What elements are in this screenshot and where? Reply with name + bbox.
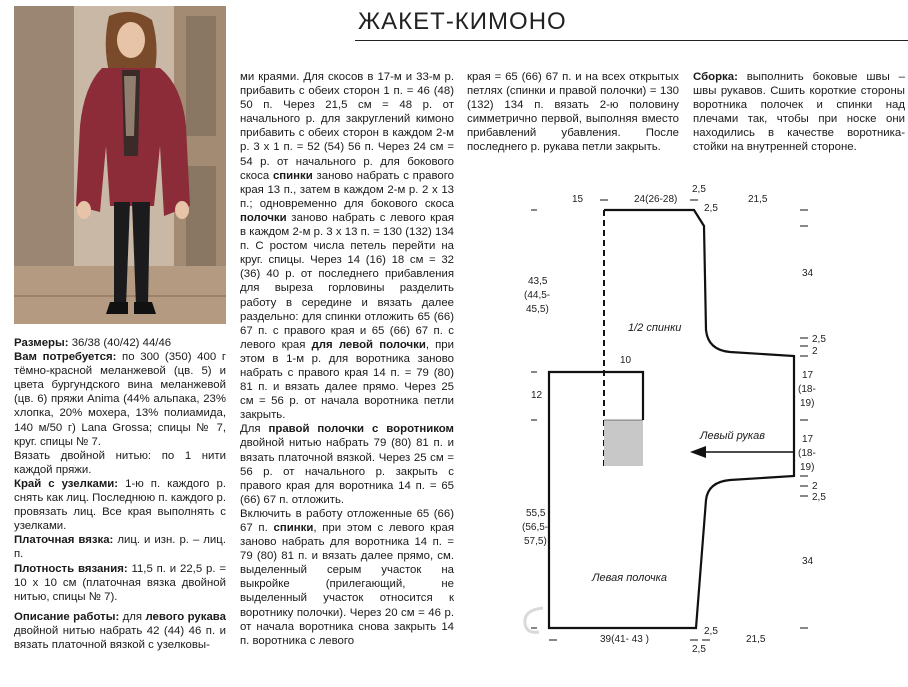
dim-right-2a: 2 [812, 346, 818, 357]
dim-right-25b: 2,5 [812, 492, 826, 503]
sleeve-label: Левый рукав [700, 430, 765, 442]
col2-p3-text-a: Включить в работу отложенные 65 (66) 67 п. [240, 507, 454, 534]
decorative-swirl [513, 600, 553, 640]
dim-left-435: 43,5 [528, 276, 548, 287]
dim-right-34b: 34 [802, 556, 814, 567]
dim-left-12: 12 [531, 390, 543, 401]
dim-top-15: 15 [572, 194, 584, 205]
work-value: для [119, 610, 146, 623]
back-label: 1/2 спинки [628, 322, 682, 334]
sizes-label: Размеры: [14, 337, 69, 349]
dim-right-17b: 17 [802, 434, 814, 445]
dim-top-25b: 2,5 [704, 203, 718, 214]
assembly-value: выполнить боковые швы – швы рукавов. Сшить короткие стороны воротника полочек и спинки над плечами так, чтобы при носке они находились в качестве воротника-стойки на внутренней стороне. [693, 71, 905, 154]
col2-bold-front: полочки [240, 211, 287, 224]
double-thread-paragraph: Вязать двойной нитью: по 1 нити каждой пряжи. [14, 449, 226, 476]
dim-right-19a: 19) [800, 398, 815, 409]
page-title: ЖАКЕТ-КИМОНО [358, 8, 567, 35]
dim-top-25a: 2,5 [692, 184, 706, 195]
dim-left-565: (56,5- [522, 522, 549, 533]
dim-left-445: (44,5- [524, 290, 551, 301]
dim-top-24: 24(26-28) [634, 194, 678, 205]
materials-label: Вам потребуется: [14, 351, 117, 364]
col2-bold-back: спинки [272, 169, 313, 182]
col2-p2-bold: правой полочки с воротником [268, 423, 454, 436]
dim-bot-25a: 2,5 [704, 626, 718, 637]
garter-value: лиц. и изн. р. – лиц. п. [14, 534, 226, 561]
col2-text-a: ми краями. Для скосов в 17-м и 33-м р. прибавить с обеих сторон 1 п. = 46 (48) 50 п. Через 21,5 см = 48 р. от начального р. для закруглений кимоно прибавить с обеих сторон в каждом 2-м р. 3 х 1 п. = 52 (54) 56 п. Через 24 см = 54 р. от начального р. для бокового скоса [240, 71, 454, 182]
col2-p2-text-c: двойной нитью набрать 79 (80) 81 п. и вязать платочной вязкой. Через 25 см = 56 р. от начального р. закрыть с правого края для воротника 14 п. = 65 (66) 67 п. отложить. [240, 437, 454, 506]
dim-left-555: 55,5 [526, 508, 546, 519]
col2-p3-bold: спинки [273, 522, 314, 534]
dim-bot-215: 21,5 [746, 634, 766, 645]
dim-right-34a: 34 [802, 268, 814, 279]
sizes-value: 36/38 (40/42) 44/46 [68, 337, 172, 349]
front-label: Левая полочка [592, 572, 667, 584]
work-sleeve-label: левого рукава [145, 610, 226, 623]
dim-right-18b: (18- [798, 448, 816, 459]
assembly-label: Сборка: [693, 71, 738, 83]
edge-value: 1-ю п. каждого р. снять как лиц. Последнюю п. каждого р. провязать лиц. Все края выполнять с узелками. [14, 477, 227, 533]
materials-value: по 300 (350) 400 г тёмно-красной меланжевой (цв. 5) и цвета бургундского вина меланжевой (цв. 6) пряжи Anima (44% альпака, 23% хлопка, 20% мохера, 13% полиамида, 140 м/50 г) Lana Grossa; спицы № 7, круг. спицы № 7. [14, 351, 226, 448]
tick-marks [531, 200, 808, 640]
dim-right-2b: 2 [812, 481, 818, 492]
col2-text-d: , при этом в 1-м р. для воротника заново набрать с правого края 14 п. = 79 (80) 81 п. и вязать далее прямо. Через 25 см = 56 р. от начала воротника петли закрыть. [240, 338, 454, 422]
edge-label: Край с узелками: [14, 477, 119, 490]
density-label: Плотность вязания: [14, 562, 128, 575]
dim-right-19b: 19) [800, 462, 815, 473]
dim-top-215: 21,5 [748, 194, 768, 205]
work-label: Описание работы: [14, 610, 120, 623]
col2-text-c: заново набрать с левого края в каждом 2-м р. 3 х 13 п. = 130 (132) 134 п. С ростом числа петель перейти на круг. спицы. Через 14 (16) 18 см = 32 (36) 40 р. от последнего прибавления для выреза горловины разделить работу в середине и вязать далее раздельно: для спинки отложить 65 (66) 67 п. с правого края и 65 (66) 67 п. с левого края [240, 211, 454, 351]
col2-p2-text-a: Для [240, 423, 269, 436]
density-value: 11,5 п. и 22,5 р. = 10 х 10 см (платочная вязка двойной нитью, спицы № 7). [14, 562, 226, 603]
dim-right-25a: 2,5 [812, 334, 826, 345]
dim-right-18a: (18- [798, 384, 816, 395]
dim-bot-39: 39(41- 43 ) [600, 634, 649, 645]
dim-right-17a: 17 [802, 370, 814, 381]
collar-grey-area [604, 420, 643, 466]
dim-left-575: 57,5) [524, 536, 547, 547]
col2-text-b: заново набрать с правого края 13 п., затем в каждом 2-м р. 2 х 13 п.; одновременно для бокового скоса [240, 169, 454, 210]
col2-p3-text-c: , при этом с левого края заново набрать для воротника 14 п. = 79 (80) 81 п. и вязать далее прямо, см. выделенный серым участок на выкройке (прилегающий, не выделенный участок относится к воротнику полочки). Через 20 см = 46 р. от начала воротника снова закрыть 14 п. воротника с левого [240, 522, 454, 647]
dim-bot-25b: 2,5 [692, 644, 706, 655]
sleeve-arrow-head [690, 446, 706, 458]
col2-bold-left-front: для левой полочки [311, 338, 426, 351]
work-value-2: двойной нитью набрать 42 (44) 46 п. и вязать платочной вязкой с узелковы- [14, 624, 226, 651]
garter-label: Платочная вязка: [14, 534, 114, 547]
col3-paragraph-1: края = 65 (66) 67 п. и на всех открытых петлях (спинки и правой полочки) = 130 (132) 134 п. вязать 2-ю половину симметрично первой, выполняя вместо прибавлений убавления. После последнего р. рукава петли закрыть. [467, 71, 679, 154]
diagram-outline [549, 210, 794, 628]
dim-collar-10: 10 [620, 355, 632, 366]
dim-left-455: 45,5) [526, 304, 549, 315]
